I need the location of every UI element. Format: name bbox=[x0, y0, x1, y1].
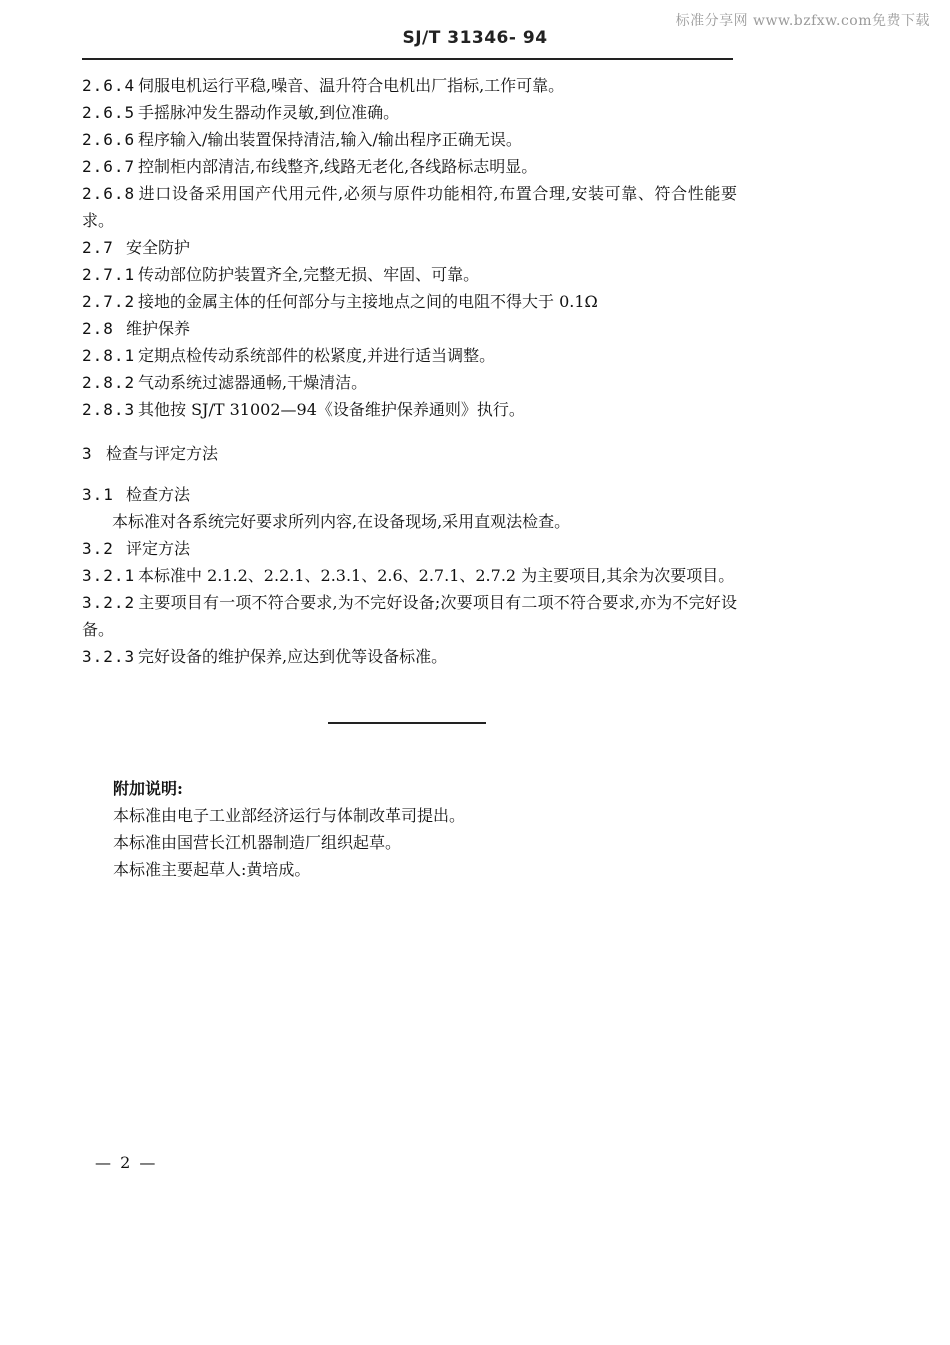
clause-2-8-2 bbox=[82, 369, 737, 396]
header-rule bbox=[82, 58, 733, 60]
clause-text: 定期点检传动系统部件的松紧度,并进行适当调整。 bbox=[138, 346, 496, 365]
clause-number: 2.6.4 bbox=[82, 76, 136, 95]
section-title: 维护保养 bbox=[126, 319, 191, 338]
section-number: 3.1 bbox=[82, 485, 114, 504]
clause-text: 进口设备采用国产代用元件,必须与原件功能相符,布置合理,安装可靠、符合性能要求。 bbox=[82, 184, 737, 230]
document-code-header: SJ/T 31346- 94 bbox=[402, 28, 548, 48]
document-body bbox=[82, 72, 737, 670]
clause-number: 3.2.2 bbox=[82, 593, 136, 612]
spacer bbox=[82, 467, 737, 481]
appendix-title: 附加说明: bbox=[113, 779, 183, 798]
section-title: 评定方法 bbox=[126, 539, 191, 558]
end-of-text-rule bbox=[328, 722, 486, 724]
section-2-7 bbox=[82, 234, 737, 261]
clause-number: 2.7.2 bbox=[82, 292, 136, 311]
clause-2-6-5 bbox=[82, 99, 737, 126]
paragraph-3-1 bbox=[82, 508, 737, 535]
clause-3-2-2 bbox=[82, 589, 737, 643]
clause-2-6-8 bbox=[82, 180, 737, 234]
clause-text: 其他按 SJ/T 31002—94《设备维护保养通则》执行。 bbox=[138, 400, 525, 419]
page-number: — 2 — bbox=[95, 1153, 158, 1172]
clause-2-7-2 bbox=[82, 288, 737, 315]
chapter-number: 3 bbox=[82, 444, 93, 463]
paragraph-text: 本标准对各系统完好要求所列内容,在设备现场,采用直观法检查。 bbox=[112, 512, 571, 531]
clause-number: 2.6.8 bbox=[82, 184, 136, 203]
section-2-8 bbox=[82, 315, 737, 342]
clause-2-8-3 bbox=[82, 396, 737, 423]
appendix-notes bbox=[113, 775, 465, 883]
clause-2-6-7 bbox=[82, 153, 737, 180]
chapter-3 bbox=[82, 440, 737, 467]
clause-text: 控制柜内部清洁,布线整齐,线路无老化,各线路标志明显。 bbox=[138, 157, 538, 176]
section-3-1 bbox=[82, 481, 737, 508]
chapter-title: 检查与评定方法 bbox=[106, 444, 219, 463]
clause-number: 2.6.6 bbox=[82, 130, 136, 149]
clause-number: 2.8.2 bbox=[82, 373, 136, 392]
clause-2-8-1 bbox=[82, 342, 737, 369]
section-title: 检查方法 bbox=[126, 485, 191, 504]
clause-2-6-4 bbox=[82, 72, 737, 99]
section-number: 2.8 bbox=[82, 319, 114, 338]
clause-number: 2.6.5 bbox=[82, 103, 136, 122]
clause-3-2-3 bbox=[82, 643, 737, 670]
section-number: 3.2 bbox=[82, 539, 114, 558]
spacer bbox=[82, 423, 737, 440]
clause-text: 本标准中 2.1.2、2.2.1、2.3.1、2.6、2.7.1、2.7.2 为主要项目,其余为次要项目。 bbox=[138, 566, 735, 585]
section-title: 安全防护 bbox=[126, 238, 191, 257]
clause-text: 伺服电机运行平稳,噪音、温升符合电机出厂指标,工作可靠。 bbox=[138, 76, 565, 95]
clause-text: 气动系统过滤器通畅,干燥清洁。 bbox=[138, 373, 368, 392]
watermark: 标准分享网 www.bzfxw.com免费下载 bbox=[675, 13, 930, 29]
clause-text: 程序输入/输出装置保持清洁,输入/输出程序正确无误。 bbox=[138, 130, 522, 149]
clause-text: 手摇脉冲发生器动作灵敏,到位准确。 bbox=[138, 103, 400, 122]
appendix-line: 本标准由国营长江机器制造厂组织起草。 bbox=[113, 833, 402, 852]
clause-3-2-1 bbox=[82, 562, 737, 589]
clause-number: 3.2.1 bbox=[82, 566, 136, 585]
clause-text: 主要项目有一项不符合要求,为不完好设备;次要项目有二项不符合要求,亦为不完好设备。 bbox=[82, 593, 737, 639]
section-number: 2.7 bbox=[82, 238, 114, 257]
appendix-line: 本标准由电子工业部经济运行与体制改革司提出。 bbox=[113, 806, 466, 825]
section-3-2 bbox=[82, 535, 737, 562]
clause-text: 完好设备的维护保养,应达到优等设备标准。 bbox=[138, 647, 448, 666]
clause-text: 传动部位防护装置齐全,完整无损、牢固、可靠。 bbox=[138, 265, 480, 284]
clause-number: 2.8.3 bbox=[82, 400, 136, 419]
clause-number: 2.8.1 bbox=[82, 346, 136, 365]
clause-2-7-1 bbox=[82, 261, 737, 288]
clause-number: 2.7.1 bbox=[82, 265, 136, 284]
clause-text: 接地的金属主体的任何部分与主接地点之间的电阻不得大于 0.1Ω bbox=[138, 292, 598, 311]
clause-2-6-6 bbox=[82, 126, 737, 153]
clause-number: 2.6.7 bbox=[82, 157, 136, 176]
clause-number: 3.2.3 bbox=[82, 647, 136, 666]
appendix-line: 本标准主要起草人:黄培成。 bbox=[113, 860, 311, 879]
